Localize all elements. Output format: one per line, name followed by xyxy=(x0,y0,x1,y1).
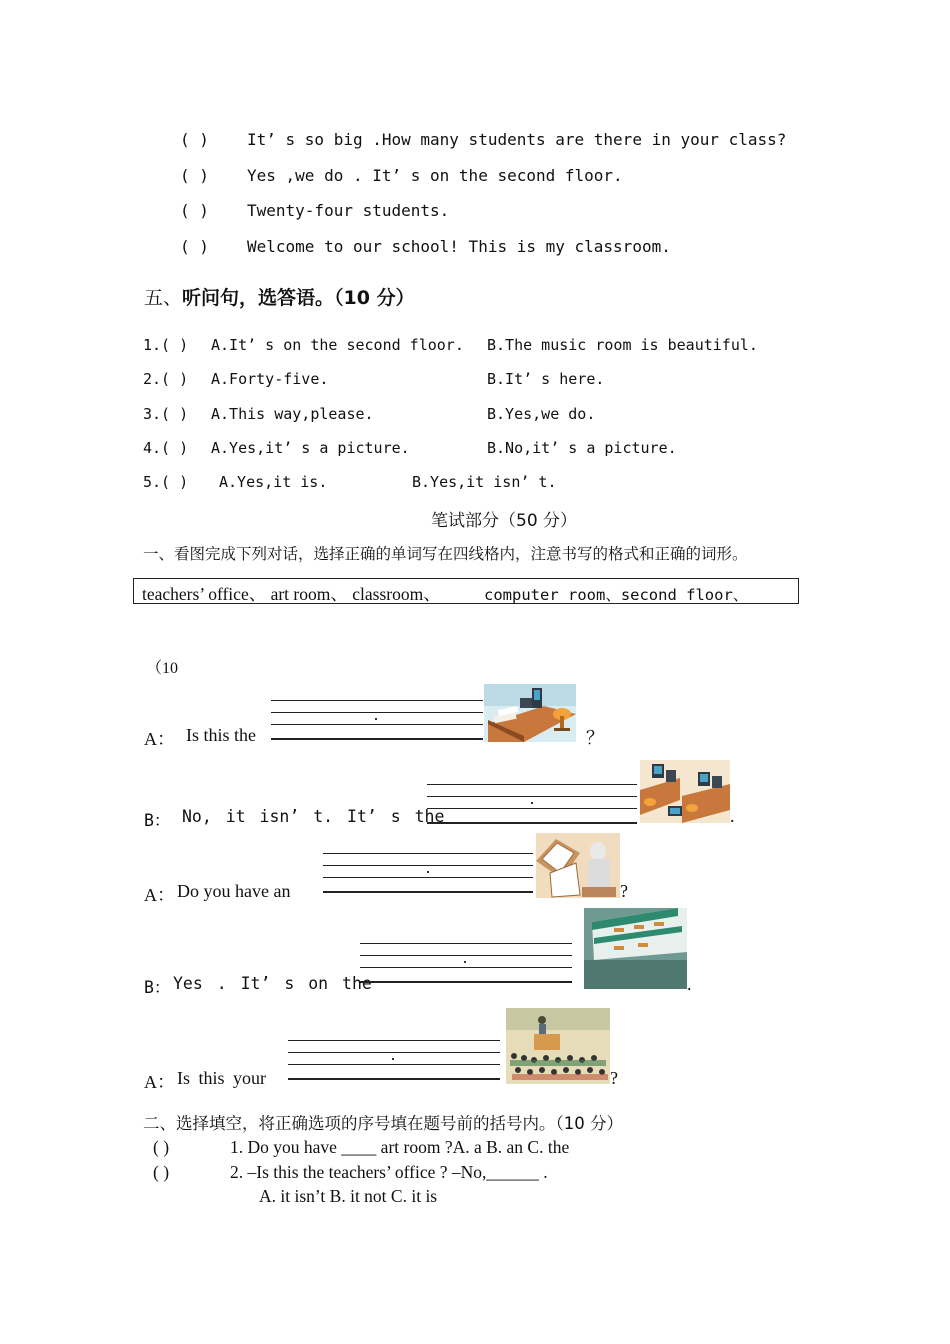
dialog-line-1: It’ s so big .How many students are there in your class? xyxy=(247,130,787,149)
q1-option-b: B.The music room is beautiful. xyxy=(487,336,758,354)
four-line-grid-4[interactable] xyxy=(360,943,572,983)
dialog-paren-1: ( ) xyxy=(180,130,209,149)
q3-option-a: A.This way,please. xyxy=(211,405,374,423)
speaker-a-3: A： xyxy=(144,1072,175,1092)
four-line-grid-1[interactable] xyxy=(271,700,483,740)
dialog-line-4: Welcome to our school! This is my classroom. xyxy=(247,237,671,256)
q2-option-a: A.Forty-five. xyxy=(211,370,329,388)
dialogue-4-text: Yes . It’ s on the xyxy=(173,974,372,993)
q2-number: 2.( ) xyxy=(143,370,189,388)
section-5-title: 听问句，选答语。（10 分） xyxy=(182,287,415,309)
q5-number: 5.( ) xyxy=(143,473,189,491)
dialog-paren-4: ( ) xyxy=(180,237,209,256)
dialogue-1-end: ？ xyxy=(586,728,604,748)
choice-1-paren: ( ) xyxy=(153,1137,170,1157)
word-bank-words-mono: computer room、second floor、 xyxy=(484,586,749,604)
speaker-b-1: B： xyxy=(144,811,171,830)
choice-1-text: 1. Do you have ____ art room ?A. a B. an C. the xyxy=(230,1137,570,1157)
dialogue-5-text: Is this your xyxy=(177,1068,266,1088)
q2-option-b: B.It’ s here. xyxy=(487,370,605,388)
q4-option-b: B.No,it’ s a picture. xyxy=(487,439,677,457)
speaker-a-2: A： xyxy=(144,885,175,905)
choice-2-text: 2. –Is this the teachers’ office ? –No,______ . xyxy=(230,1162,548,1182)
section-5-heading xyxy=(144,283,415,310)
speaker-b-2: B： xyxy=(144,978,171,997)
part-1-instruction: 一、看图完成下列对话，选择正确的单词写在四线格内，注意书写的格式和正确的词形。 xyxy=(143,545,748,563)
dialog-paren-3: ( ) xyxy=(180,201,209,220)
q3-number: 3.( ) xyxy=(143,405,189,423)
part-2-instruction: 二、选择填空，将正确选项的序号填在题号前的括号内。（10 分） xyxy=(143,1114,623,1133)
q3-option-b: B.Yes,we do. xyxy=(487,405,596,423)
art-room-picture xyxy=(536,833,620,898)
dialogue-4-end: . xyxy=(687,974,692,994)
q1-number: 1.( ) xyxy=(143,336,189,354)
speaker-a-1: A： xyxy=(144,729,175,749)
dialog-paren-2: ( ) xyxy=(180,166,209,185)
dialogue-1-text: Is this the xyxy=(186,725,256,745)
word-bank xyxy=(133,578,799,604)
word-bank-words: teachers’ office、 art room、 classroom、 xyxy=(142,584,441,604)
choice-2-options: A. it isn’t B. it not C. it is xyxy=(259,1186,438,1206)
section-5-number: 五、 xyxy=(144,287,183,309)
choice-2-paren: ( ) xyxy=(153,1162,170,1182)
q1-option-a: A.It’ s on the second floor. xyxy=(211,336,464,354)
q4-option-a: A.Yes,it’ s a picture. xyxy=(211,439,410,457)
computer-room-picture xyxy=(640,760,730,823)
four-line-grid-3[interactable] xyxy=(323,853,533,893)
teachers-office-picture xyxy=(484,684,576,742)
dialogue-3-text: Do you have an xyxy=(177,881,291,901)
dialog-line-2: Yes ,we do . It’ s on the second floor. xyxy=(247,166,623,185)
q5-option-a: A.Yes,it is. xyxy=(219,473,328,491)
dialog-line-3: Twenty-four students. xyxy=(247,201,450,220)
written-part-title: 笔试部分（50 分） xyxy=(431,511,578,531)
dialogue-2-end: . xyxy=(730,806,735,826)
score-note: （10 xyxy=(146,660,179,677)
dialogue-3-end: ? xyxy=(620,881,628,901)
classroom-picture xyxy=(506,1008,610,1084)
q5-option-b: B.Yes,it isn’ t. xyxy=(412,473,557,491)
q4-number: 4.( ) xyxy=(143,439,189,457)
dialogue-5-end: ? xyxy=(610,1068,618,1088)
four-line-grid-5[interactable] xyxy=(288,1040,500,1080)
second-floor-picture xyxy=(584,908,687,989)
four-line-grid-2[interactable] xyxy=(427,784,637,824)
dialogue-2-text: No, it isn’ t. It’ s the xyxy=(182,807,445,826)
